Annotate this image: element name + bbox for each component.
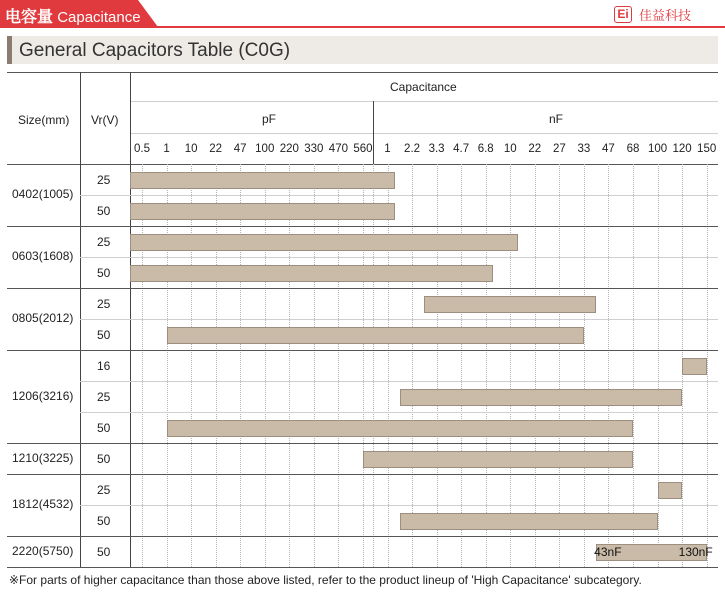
top-header <box>0 0 725 28</box>
grid-line <box>658 164 659 567</box>
tick-label: 22 <box>209 143 223 155</box>
row-rule <box>80 195 718 196</box>
tick-label: 0.5 <box>134 143 150 155</box>
size-label: 0402(1005) <box>12 187 74 201</box>
voltage-label: 50 <box>97 545 111 559</box>
tick-label: 6.8 <box>477 143 494 155</box>
capacitance-range-bar <box>130 234 518 251</box>
tick-label: 100 <box>647 143 668 155</box>
grid-line <box>584 164 585 567</box>
group-rule <box>7 567 718 568</box>
voltage-label: 50 <box>97 514 111 528</box>
voltage-label: 50 <box>97 204 111 218</box>
grid-line <box>535 164 536 567</box>
grid-line <box>461 164 462 567</box>
header-rule <box>0 26 725 28</box>
grid-line <box>167 164 168 567</box>
tick-label: 120 <box>672 143 692 155</box>
voltage-label: 50 <box>97 266 111 280</box>
tick-label: 3.3 <box>428 143 445 155</box>
capacitance-range-bar <box>130 265 493 282</box>
size-label: 2220(5750) <box>12 543 74 558</box>
group-rule <box>7 288 718 289</box>
grid-line <box>338 164 339 567</box>
tick-label: 33 <box>577 143 591 155</box>
brand-name: 佳益科技 <box>638 8 691 23</box>
grid-line <box>510 164 511 567</box>
grid-line <box>289 164 290 567</box>
grid-line <box>707 164 708 567</box>
tick-label: 47 <box>233 143 247 155</box>
tick-label: 560 <box>353 143 373 155</box>
capacitance-range-bar <box>400 389 682 406</box>
group-rule <box>7 536 718 537</box>
brand <box>614 5 691 24</box>
page-title: General Capacitors Table (C0G) <box>19 40 291 61</box>
grid-line <box>559 164 560 567</box>
row-rule <box>80 505 718 506</box>
row-rule <box>80 319 718 320</box>
grid-line <box>363 164 364 567</box>
group-rule <box>7 226 718 227</box>
tick-label: 470 <box>328 143 348 155</box>
tick-label: 47 <box>602 143 615 155</box>
voltage-label: 16 <box>97 359 111 373</box>
col-divider-pf-nf <box>373 101 374 164</box>
capacitance-range-bar <box>167 420 633 437</box>
header-rule-2 <box>130 133 718 134</box>
grid-line <box>216 164 217 567</box>
voltage-label: 50 <box>97 328 111 342</box>
size-label: 1206(3216) <box>12 388 74 403</box>
tick-label: 68 <box>626 143 640 155</box>
group-rule <box>7 474 718 475</box>
grid-line <box>191 164 192 567</box>
row-rule <box>80 381 718 382</box>
size-label: 0603(1608) <box>12 249 74 263</box>
pf-unit-header: pF <box>262 112 277 126</box>
size-header: Size(mm) <box>18 113 70 127</box>
tick-label: 10 <box>184 143 198 155</box>
grid-line <box>265 164 266 567</box>
tick-label: 22 <box>528 143 542 155</box>
grid-line <box>633 164 634 567</box>
grid-line <box>608 164 609 567</box>
voltage-label: 25 <box>97 173 111 187</box>
capacitance-range-bar <box>424 296 596 313</box>
section-tag-cn: 电容量 <box>5 9 54 26</box>
grid-line <box>314 164 315 567</box>
grid-line <box>486 164 487 567</box>
voltage-label: 25 <box>97 235 111 249</box>
size-label: 1812(4532) <box>12 497 74 511</box>
capacitance-range-bar <box>658 482 683 499</box>
tick-label: 220 <box>279 143 299 155</box>
tick-label: 150 <box>697 143 717 155</box>
capacitance-range-bar <box>682 358 707 375</box>
voltage-label: 25 <box>97 297 111 311</box>
tick-label: 10 <box>503 143 517 155</box>
title-bar <box>7 36 718 64</box>
capacitance-range-bar <box>400 513 658 530</box>
voltage-label: 50 <box>97 452 111 466</box>
grid-line <box>240 164 241 567</box>
group-rule <box>7 443 718 444</box>
section-tag-text <box>5 4 141 27</box>
grid-line <box>412 164 413 567</box>
tick-label: 1 <box>163 143 170 155</box>
tick-label: 100 <box>255 143 275 155</box>
capacitance-range-bar <box>167 327 584 344</box>
vr-header: Vr(V) <box>91 113 119 127</box>
grid-line-pf-nf <box>373 164 374 567</box>
capacitance-range-bar <box>363 451 633 468</box>
tick-label: 330 <box>304 143 324 155</box>
footnote: ※For parts of higher capacitance than those above listed, refer to the product lineup of 'High Capacitance' subcategory. <box>9 573 642 587</box>
grid-line <box>142 164 143 567</box>
tick-label: 1 <box>384 143 391 155</box>
section-tag-en: Capacitance <box>57 9 141 26</box>
range-end-label: 130nF <box>678 545 713 559</box>
grid-line <box>388 164 389 567</box>
capacitance-header: Capacitance <box>390 80 457 94</box>
voltage-label: 25 <box>97 390 111 404</box>
row-rule <box>80 257 718 258</box>
header-rule-1 <box>130 101 718 102</box>
grid-line <box>437 164 438 567</box>
nf-unit-header: nF <box>549 112 564 126</box>
row-rule <box>80 412 718 413</box>
table-top-rule <box>7 72 718 73</box>
voltage-label: 50 <box>97 421 111 435</box>
size-label: 1210(3225) <box>12 450 74 465</box>
tick-label: 4.7 <box>453 143 470 155</box>
capacitance-range-bar <box>130 203 395 220</box>
tick-label: 27 <box>552 143 566 155</box>
range-start-label: 43nF <box>594 545 622 559</box>
tick-label: 2.2 <box>404 143 421 155</box>
capacitance-range-bar <box>130 172 395 189</box>
group-rule <box>7 350 718 351</box>
size-label: 0805(2012) <box>12 311 74 325</box>
title-accent <box>7 36 12 64</box>
voltage-label: 25 <box>97 483 111 497</box>
brand-logo-icon: Ei <box>614 6 632 23</box>
